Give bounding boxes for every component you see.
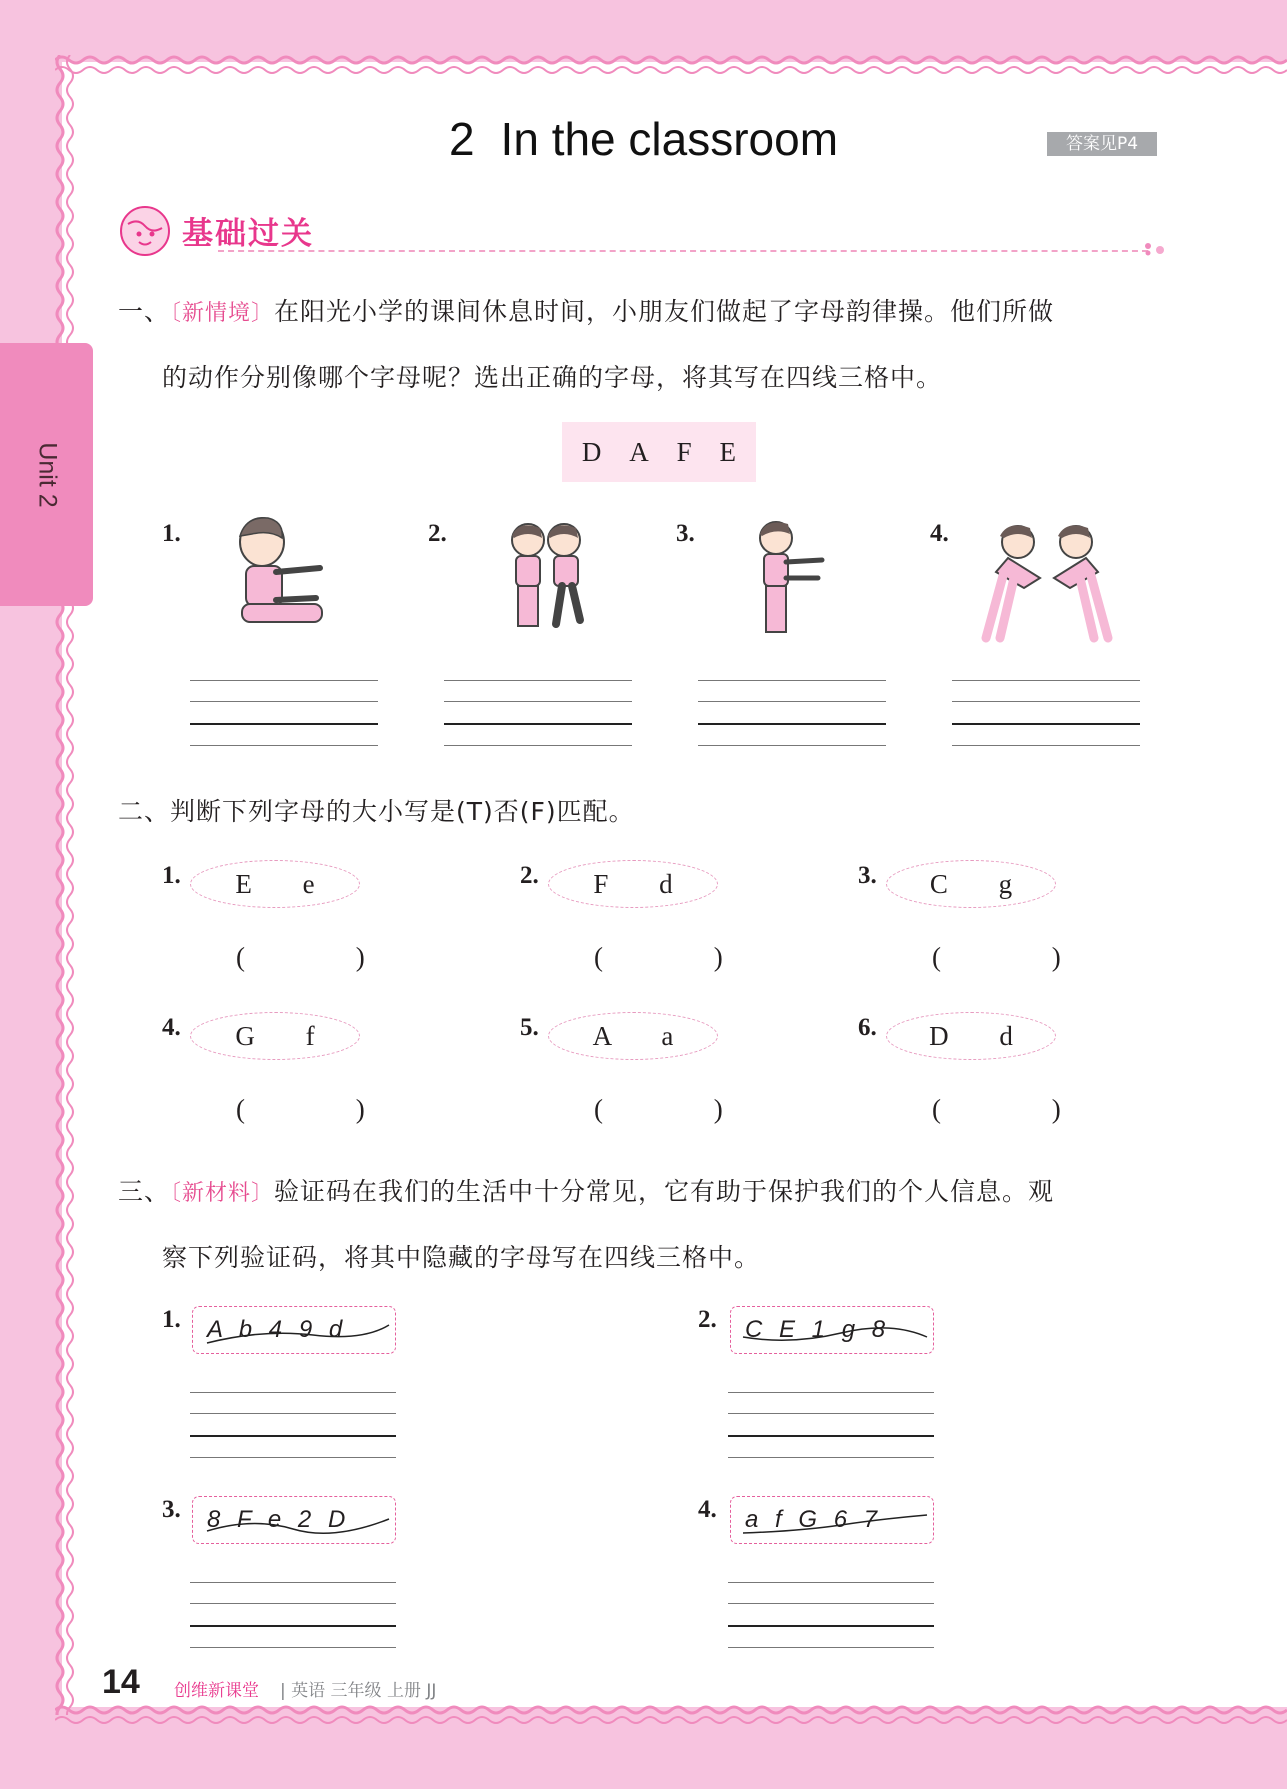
answer-parentheses[interactable]: ( ) [236,1094,417,1124]
two-girls-letter-pose-image [978,516,1116,646]
q3-tag: 〔新材料〕 [170,1181,275,1206]
q3-item-number: 1. [162,1306,181,1333]
q3-item-number: 2. [698,1306,717,1333]
footer-brand: 创维新课堂 [174,1681,259,1701]
letter-choice: E [719,436,737,467]
letter-pair-oval: D d [886,1012,1056,1060]
q1-text-line2: 的动作分别像哪个字母呢？选出正确的字母，将其写在四线三格中。 [162,363,943,392]
dots-decoration-icon [1142,242,1168,256]
q3-text-line2: 察下列验证码，将其中隐藏的字母写在四线三格中。 [162,1243,761,1272]
letter-choice: A [629,436,649,467]
q3-item-number: 3. [162,1496,181,1523]
writing-grid[interactable] [190,1582,396,1648]
q2-item-number: 1. [162,862,181,889]
letter-pair-oval: A a [548,1012,718,1060]
answer-parentheses[interactable]: ( ) [594,1094,775,1124]
left-wave-border [50,55,80,1715]
captcha-code-box [192,1306,396,1354]
q3-line1 [118,1172,1054,1208]
writing-grid[interactable] [190,680,378,746]
captcha-code-box [192,1496,396,1544]
letter-choice: F [676,436,692,467]
q3-prefix: 三、 [118,1177,171,1206]
q1-item-number: 2. [428,520,447,547]
captcha-code: 8 F e 2 D [207,1506,346,1533]
q1-line1 [118,292,1054,328]
section-title: 基础过关 [182,216,314,252]
child-sitting-letter-pose-image [232,512,342,642]
lesson-number: 2 [448,113,475,165]
letter-choice: D [581,436,602,467]
writing-grid[interactable] [728,1582,934,1648]
q3-item-number: 4. [698,1496,717,1523]
letter-pair-oval: G f [190,1012,360,1060]
boy-arms-out-letter-pose-image [752,516,832,640]
q1-text-line1: 在阳光小学的课间休息时间，小朋友们做起了字母韵律操。他们所做 [274,297,1055,326]
captcha-strike-line [731,1497,935,1545]
q2-item-number: 3. [858,862,877,889]
section-header [118,204,1168,264]
q2-item-number: 6. [858,1014,877,1041]
q3-text-line1: 验证码在我们的生活中十分常见，它有助于保护我们的个人信息。观 [274,1177,1055,1206]
captcha-strike-line [193,1497,397,1545]
q1-item-number: 4. [930,520,949,547]
answer-parentheses[interactable]: ( ) [932,942,1113,972]
top-wave-border [55,50,1287,80]
writing-grid[interactable] [728,1392,934,1458]
lesson-title: In the classroom [500,113,839,165]
captcha-strike-line [193,1307,397,1355]
answer-reference-badge: 答案见P4 [1047,132,1157,156]
captcha-code: C E 1 g 8 [745,1316,886,1343]
answer-parentheses[interactable]: ( ) [932,1094,1113,1124]
writing-grid[interactable] [952,680,1140,746]
writing-grid[interactable] [444,680,632,746]
q2-instruction: 二、判断下列字母的大小写是(T)否(F)匹配。 [118,797,635,826]
captcha-code-box [730,1496,934,1544]
section-divider [218,250,1148,252]
captcha-strike-line [731,1307,935,1355]
q1-item-number: 3. [676,520,695,547]
writing-grid[interactable] [698,680,886,746]
footer-book-info: | 英语 三年级 上册 JJ [280,1681,437,1701]
captcha-code: a f G 6 7 [745,1506,878,1533]
captcha-code-box [730,1306,934,1354]
letter-pair-oval: E e [190,860,360,908]
unit-side-tab [0,343,93,606]
answer-parentheses[interactable]: ( ) [236,942,417,972]
q1-tag: 〔新情境〕 [170,301,275,326]
captcha-code: A b 4 9 d [207,1316,343,1343]
q2-item-number: 2. [520,862,539,889]
q1-item-number: 1. [162,520,181,547]
letter-pair-oval: F d [548,860,718,908]
q2-item-number: 4. [162,1014,181,1041]
writing-grid[interactable] [190,1392,396,1458]
unit-tab-label: Unit 2 [33,441,61,508]
globe-mascot-icon [118,204,172,258]
answer-parentheses[interactable]: ( ) [594,942,775,972]
q2-item-number: 5. [520,1014,539,1041]
page-number: 14 [102,1663,140,1701]
letter-choice-box [562,422,756,482]
q1-prefix: 一、 [118,297,171,326]
bottom-wave-border [55,1700,1287,1730]
two-boys-letter-pose-image [500,520,610,640]
letter-pair-oval: C g [886,860,1056,908]
